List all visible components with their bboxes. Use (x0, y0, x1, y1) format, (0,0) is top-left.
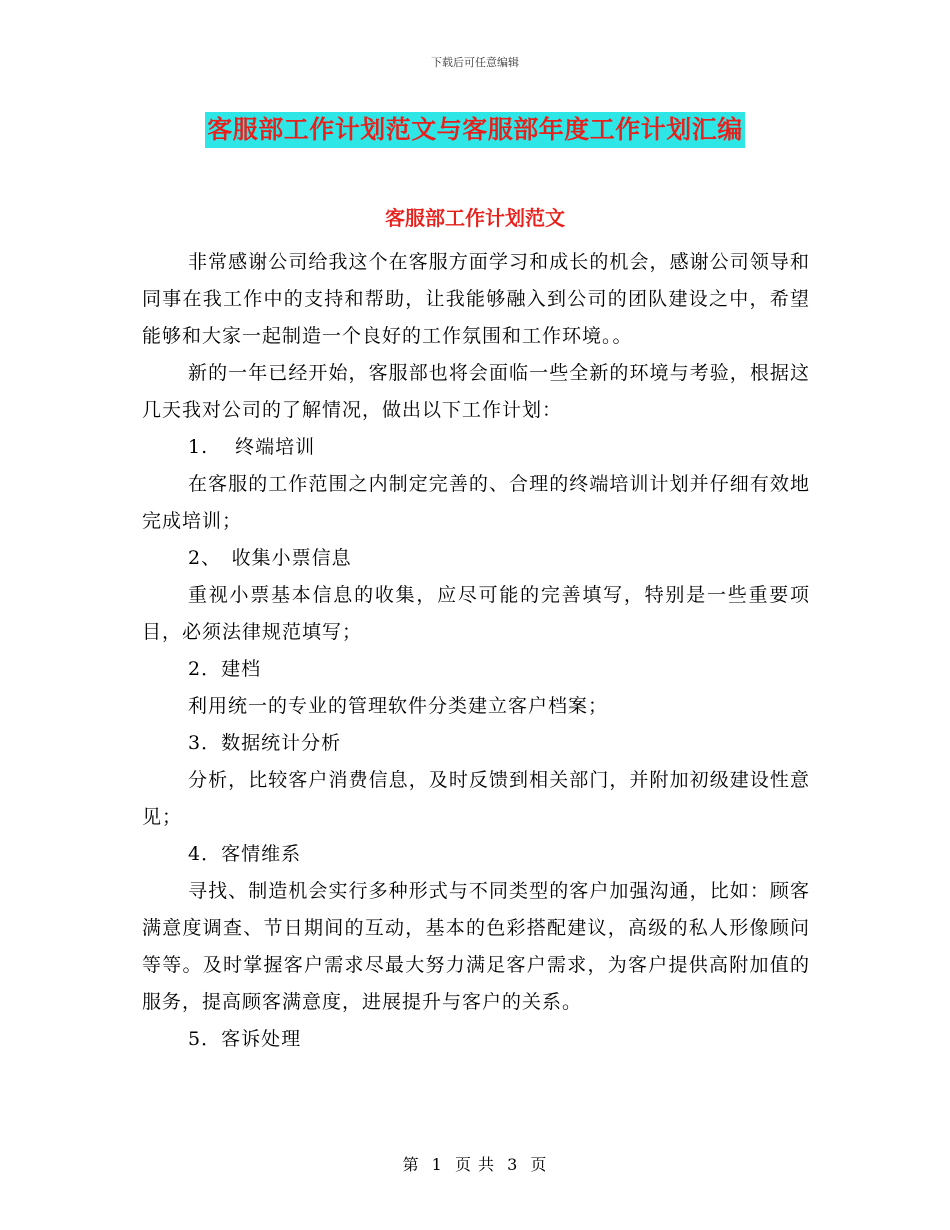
footer-prefix: 第 (402, 1155, 420, 1174)
footer-suffix: 页 (530, 1155, 548, 1174)
paragraph-intro: 非常感谢公司给我这个在客服方面学习和成长的机会，感谢公司领导和同事在我工作中的支持和帮助，让我能够融入到公司的团队建设之中，希望能够和大家一起制造一个良好的工作氛围和工作环境。。 (142, 251, 810, 347)
page-total: 3 (507, 1155, 519, 1174)
list-heading-filing: 2．建档 (188, 658, 262, 680)
paragraph-receipt-info: 重视小票基本信息的收集，应尽可能的完善填写，特别是一些重要项目，必须法律规范填写； (142, 584, 810, 643)
document-title: 客服部工作计划范文与客服部年度工作计划汇编 (205, 112, 745, 148)
document-body (142, 244, 810, 1058)
paragraph-customer-relations: 寻找、制造机会实行多种形式与不同类型的客户加强沟通，比如：顾客满意度调查、节日期间的互动，基本的色彩搭配建议，高级的私人形像顾问等等。及时掌握客户需求尽最大努力满足客户需求，为客户提供高附加值的服务，提高顾客满意度，进展提升与客户的关系。 (142, 880, 810, 1013)
header-note: 下载后可任意编辑 (431, 56, 519, 69)
paragraph-terminal-training: 在客服的工作范围之内制定完善的、合理的终端培训计划并仔细有效地完成培训； (142, 473, 810, 532)
list-heading-complaint-handling: 5．客诉处理 (188, 1028, 302, 1050)
paragraph-plan-intro: 新的一年已经开始，客服部也将会面临一些全新的环境与考验，根据这几天我对公司的了解情况，做出以下工作计划： (142, 362, 810, 421)
list-heading-receipt-info: 2、 收集小票信息 (188, 547, 352, 569)
list-heading-data-analysis: 3．数据统计分析 (188, 732, 342, 754)
main-title-container (0, 112, 950, 148)
page-footer (0, 1152, 950, 1175)
list-heading-terminal-training: 1. 终端培训 (188, 436, 316, 458)
section-title: 客服部工作计划范文 (385, 206, 565, 230)
paragraph-data-analysis: 分析，比较客户消费信息，及时反馈到相关部门，并附加初级建设性意见； (142, 769, 810, 828)
paragraph-filing: 利用统一的专业的管理软件分类建立客户档案； (188, 695, 609, 717)
footer-middle: 页 共 (454, 1155, 496, 1174)
page-number: 1 (431, 1155, 443, 1174)
list-heading-customer-relations: 4．客情维系 (188, 843, 302, 865)
